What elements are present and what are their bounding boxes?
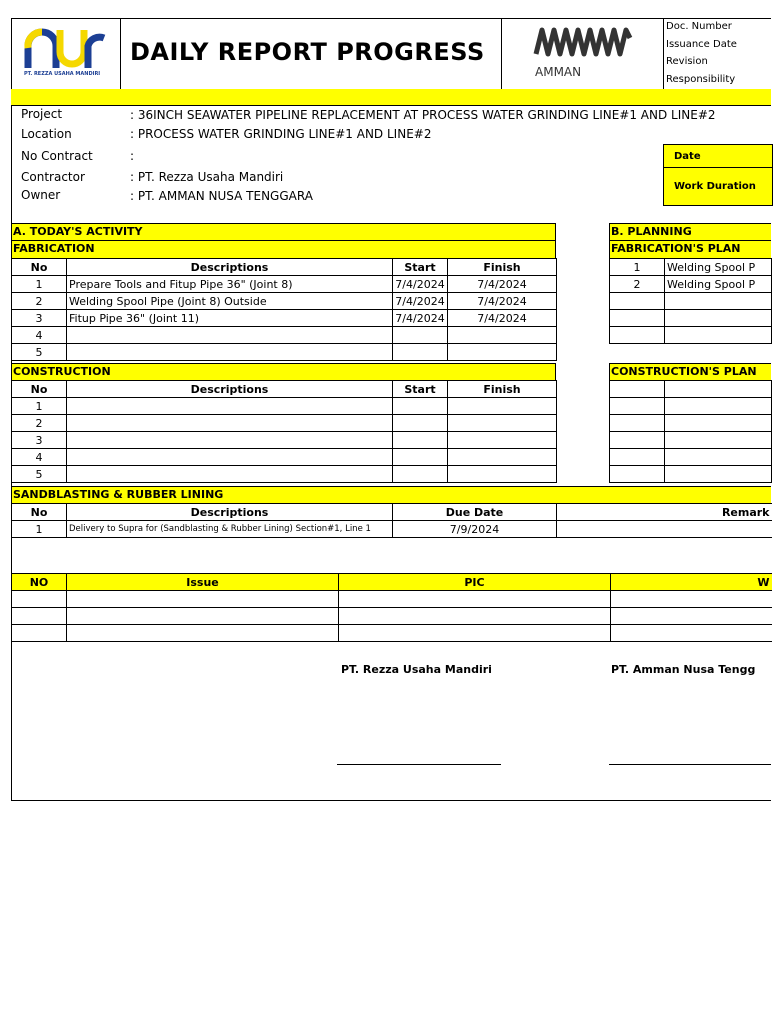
header-highlight-strip <box>11 89 771 106</box>
col-remark: Remark <box>557 504 772 521</box>
col-w: W <box>611 574 772 591</box>
row-no: 2 <box>12 415 67 432</box>
row-no <box>610 466 665 483</box>
fabrication-plan-table <box>609 258 772 344</box>
owner-signature-name: PT. Amman Nusa Tengg <box>611 663 756 676</box>
row-no <box>610 398 665 415</box>
row-desc <box>665 449 772 466</box>
row-pic <box>339 608 611 625</box>
company-logo-caption: PT. REZZA USAHA MANDIRI <box>24 71 101 77</box>
sandblasting-title: SANDBLASTING & RUBBER LINING <box>11 486 771 504</box>
section-title-planning: B. PLANNING <box>609 223 771 241</box>
row-no: 2 <box>610 276 665 293</box>
client-logo-caption: AMMAN <box>535 65 582 79</box>
table-row <box>12 449 557 466</box>
row-no: 1 <box>12 398 67 415</box>
row-no <box>610 327 665 344</box>
row-start: 7/4/2024 <box>393 293 448 310</box>
row-no <box>610 310 665 327</box>
table-row <box>610 466 772 483</box>
contract-label: No Contract <box>21 149 93 163</box>
responsibility-label: Responsibility <box>666 73 736 85</box>
header-divider <box>120 18 121 90</box>
row-no: 1 <box>12 521 67 538</box>
row-no <box>12 591 67 608</box>
row-no <box>610 293 665 310</box>
row-no: 3 <box>12 432 67 449</box>
fabrication-plan-title: FABRICATION'S PLAN <box>609 240 771 259</box>
table-row <box>12 293 557 310</box>
row-desc <box>665 398 772 415</box>
col-finish: Finish <box>448 259 557 276</box>
construction-plan-title: CONSTRUCTION'S PLAN <box>609 363 771 381</box>
row-no: 2 <box>12 293 67 310</box>
row-start <box>393 398 448 415</box>
col-pic: PIC <box>339 574 611 591</box>
table-header-row <box>12 504 772 521</box>
rum-logo-icon <box>22 24 108 72</box>
table-row <box>12 625 772 642</box>
row-desc <box>67 449 393 466</box>
table-row <box>12 327 557 344</box>
col-start: Start <box>393 381 448 398</box>
row-no <box>610 381 665 398</box>
row-desc: Welding Spool P <box>665 259 772 276</box>
row-start <box>393 466 448 483</box>
contract-value: : <box>130 149 135 163</box>
row-no <box>610 432 665 449</box>
table-row <box>610 276 772 293</box>
row-desc <box>67 344 393 361</box>
contractor-signature-name: PT. Rezza Usaha Mandiri <box>341 663 492 676</box>
row-desc: Prepare Tools and Fitup Pipe 36" (Joint 8) <box>67 276 393 293</box>
page-title: DAILY REPORT PROGRESS <box>130 38 485 66</box>
table-header-row <box>12 381 557 398</box>
table-row <box>610 381 772 398</box>
row-finish: 7/4/2024 <box>448 310 557 327</box>
table-row <box>610 415 772 432</box>
row-w <box>611 591 772 608</box>
row-desc <box>665 432 772 449</box>
row-start <box>393 344 448 361</box>
amman-wave-icon <box>533 26 633 58</box>
table-row <box>610 259 772 276</box>
row-start: 7/4/2024 <box>393 276 448 293</box>
row-finish <box>448 415 557 432</box>
row-desc: Delivery to Supra for (Sandblasting & Rubber Lining) Section#1, Line 1 <box>67 521 393 538</box>
row-w <box>611 625 772 642</box>
location-value: : PROCESS WATER GRINDING LINE#1 AND LINE#2 <box>130 127 432 141</box>
date-label: Date <box>674 151 701 162</box>
row-desc: Welding Spool Pipe (Joint 8) Outside <box>67 293 393 310</box>
row-finish <box>448 344 557 361</box>
row-no: 4 <box>12 327 67 344</box>
col-no: No <box>12 259 67 276</box>
header-divider <box>663 18 664 90</box>
table-row <box>12 344 557 361</box>
row-pic <box>339 591 611 608</box>
row-desc <box>665 381 772 398</box>
table-row <box>610 310 772 327</box>
row-finish <box>448 327 557 344</box>
table-row <box>12 521 772 538</box>
table-row <box>12 466 557 483</box>
table-row <box>12 276 557 293</box>
row-finish <box>448 449 557 466</box>
row-no <box>12 608 67 625</box>
table-row <box>12 591 772 608</box>
row-remark <box>557 521 772 538</box>
table-row <box>610 327 772 344</box>
contractor-signature-line <box>337 764 501 765</box>
row-issue <box>67 591 339 608</box>
company-logo <box>22 24 108 82</box>
row-no: 5 <box>12 466 67 483</box>
work-duration-label: Work Duration <box>674 181 756 192</box>
construction-title: CONSTRUCTION <box>11 363 556 381</box>
owner-signature-line <box>609 764 771 765</box>
table-header-row <box>12 574 772 591</box>
row-desc <box>665 327 772 344</box>
row-no <box>610 415 665 432</box>
row-start <box>393 449 448 466</box>
col-descriptions: Descriptions <box>67 381 393 398</box>
fabrication-table <box>11 258 557 361</box>
table-row <box>610 293 772 310</box>
table-row <box>12 415 557 432</box>
row-start <box>393 415 448 432</box>
construction-table <box>11 380 557 483</box>
table-row <box>610 398 772 415</box>
table-row <box>12 432 557 449</box>
row-desc <box>67 327 393 344</box>
contractor-value: : PT. Rezza Usaha Mandiri <box>130 170 284 184</box>
table-row <box>12 310 557 327</box>
col-descriptions: Descriptions <box>67 259 393 276</box>
row-start <box>393 327 448 344</box>
table-row <box>610 449 772 466</box>
row-no <box>12 625 67 642</box>
row-no: 3 <box>12 310 67 327</box>
section-title-activity: A. TODAY'S ACTIVITY <box>11 223 556 241</box>
row-finish <box>448 432 557 449</box>
contractor-label: Contractor <box>21 170 85 184</box>
col-no: NO <box>12 574 67 591</box>
col-due-date: Due Date <box>393 504 557 521</box>
fabrication-title: FABRICATION <box>11 240 556 259</box>
issuance-date-label: Issuance Date <box>666 38 737 50</box>
row-finish <box>448 398 557 415</box>
col-issue: Issue <box>67 574 339 591</box>
revision-label: Revision <box>666 56 708 67</box>
table-row <box>12 398 557 415</box>
row-finish: 7/4/2024 <box>448 276 557 293</box>
row-desc <box>665 415 772 432</box>
owner-label: Owner <box>21 188 61 202</box>
row-desc <box>67 432 393 449</box>
project-label: Project <box>21 107 63 121</box>
issues-table <box>11 573 772 642</box>
row-finish <box>448 466 557 483</box>
table-row <box>12 608 772 625</box>
row-finish: 7/4/2024 <box>448 293 557 310</box>
col-no: No <box>12 381 67 398</box>
sandblasting-table <box>11 503 772 538</box>
row-pic <box>339 625 611 642</box>
doc-number-label: Doc. Number <box>666 21 732 32</box>
owner-value: : PT. AMMAN NUSA TENGGARA <box>130 189 313 203</box>
row-desc <box>665 293 772 310</box>
row-no: 5 <box>12 344 67 361</box>
row-issue <box>67 625 339 642</box>
client-logo <box>533 26 637 82</box>
row-no <box>610 449 665 466</box>
col-no: No <box>12 504 67 521</box>
row-start: 7/4/2024 <box>393 310 448 327</box>
col-finish: Finish <box>448 381 557 398</box>
row-issue <box>67 608 339 625</box>
row-desc <box>67 466 393 483</box>
row-desc <box>665 466 772 483</box>
row-desc <box>67 415 393 432</box>
row-no: 1 <box>12 276 67 293</box>
date-cell <box>663 144 773 168</box>
table-header-row <box>12 259 557 276</box>
row-due-date: 7/9/2024 <box>393 521 557 538</box>
col-descriptions: Descriptions <box>67 504 393 521</box>
table-row <box>610 432 772 449</box>
project-value: : 36INCH SEAWATER PIPELINE REPLACEMENT AT PROCESS WATER GRINDING LINE#1 AND LINE#2 <box>130 108 716 122</box>
work-duration-cell <box>663 167 773 206</box>
col-start: Start <box>393 259 448 276</box>
row-desc: Welding Spool P <box>665 276 772 293</box>
row-no: 1 <box>610 259 665 276</box>
row-desc <box>665 310 772 327</box>
row-desc <box>67 398 393 415</box>
location-label: Location <box>21 127 72 141</box>
row-start <box>393 432 448 449</box>
row-no: 4 <box>12 449 67 466</box>
header-divider <box>501 18 502 90</box>
row-desc: Fitup Pipe 36" (Joint 11) <box>67 310 393 327</box>
row-w <box>611 608 772 625</box>
construction-plan-table <box>609 380 772 483</box>
